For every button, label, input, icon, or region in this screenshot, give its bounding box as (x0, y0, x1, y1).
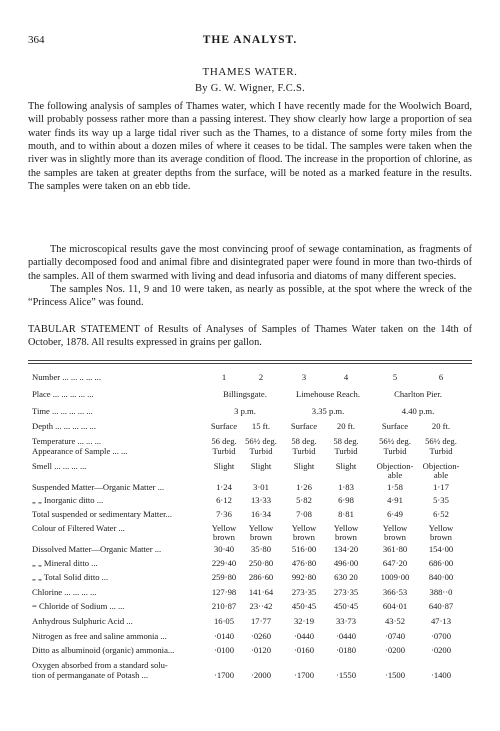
table-cell: 1·24 (216, 482, 232, 492)
table-cell-continued: able (387, 470, 403, 480)
table-cell: 647·20 (382, 558, 408, 568)
table-cell: 229·40 (211, 558, 237, 568)
table-cell-continued: able (433, 470, 449, 480)
table-cell: ·0160 (293, 645, 315, 655)
table-cell: 5·82 (296, 495, 312, 505)
table-cell: 6 (438, 372, 444, 382)
row-label: = Chloride of Sodium ... ... (32, 601, 125, 611)
table-cell: ·0740 (384, 631, 406, 641)
table-cell: 56½ deg. (425, 436, 457, 446)
table-cell: ·0180 (335, 645, 357, 655)
table-cell: 4 (343, 372, 349, 382)
table-cell: Yellow (248, 523, 274, 533)
table-cell: ·1700 (213, 670, 235, 680)
table-cell: 58 deg. (333, 436, 359, 446)
table-cell: 127·98 (211, 587, 237, 597)
table-cell: 56 deg. (211, 436, 237, 446)
time-cell: 4.40 p.m. (401, 406, 435, 416)
time-cell: 3 p.m. (234, 406, 256, 416)
table-cell: 23··42 (249, 601, 273, 611)
row-label: Colour of Filtered Water ... (32, 523, 125, 533)
table-cell: 450·45 (291, 601, 317, 611)
table-cell: 16·34 (250, 509, 272, 519)
table-cell: ·0440 (335, 631, 357, 641)
table-cell: 630 20 (334, 572, 358, 582)
table-cell: 992·80 (291, 572, 317, 582)
table-cell: 13·33 (250, 495, 272, 505)
table-cell: 450·45 (333, 601, 359, 611)
table-cell: Yellow (428, 523, 454, 533)
table-cell: 20 ft. (336, 421, 356, 431)
table-cell: 47·13 (430, 616, 452, 626)
paragraph-microscopy: The microscopical results gave the most convincing proof of sewage contamination, as fragments of partially decomposed food and animal fibre and disintegrated paper were found in more than two-thirds of the samples. All of them swarmed with living and dead infusoria and diatoms of many different species. (28, 244, 472, 282)
table-cell: ·0700 (430, 631, 452, 641)
table-cell: 6·49 (387, 509, 403, 519)
table-cell: Turbid (212, 446, 236, 456)
table-cell: 840·00 (428, 572, 454, 582)
table-cell: 286·60 (248, 572, 274, 582)
table-cell: 516·00 (291, 544, 317, 554)
table-cell-continued: brown (384, 532, 406, 542)
table-cell: 33·73 (335, 616, 357, 626)
table-cell-continued: brown (293, 532, 315, 542)
row-label: Time ... ... ... ... ... (32, 406, 93, 416)
table-cell: 30·40 (213, 544, 235, 554)
page-header (28, 34, 472, 48)
table-cell: 17·77 (250, 616, 272, 626)
article-author: By G. W. Wigner, F.C.S. (194, 83, 306, 94)
row-label: Anhydrous Sulphuric Acid ... (32, 616, 133, 626)
table-cell: 1·58 (387, 482, 403, 492)
table-cell: Objection- (376, 461, 414, 471)
table-cell: ·2000 (250, 670, 272, 680)
table-cell: 686·00 (428, 558, 454, 568)
table-cell: 3·01 (253, 482, 269, 492)
table-cell: 6·12 (216, 495, 232, 505)
table-cell: 58 deg. (291, 436, 317, 446)
table-cell: 8·81 (338, 509, 354, 519)
place-cell: Billingsgate. (223, 389, 267, 399)
article-title: THAMES WATER. (202, 66, 298, 78)
table-cell: 1009·00 (380, 572, 410, 582)
table-cell: 5·35 (433, 495, 449, 505)
table-cell: 15 ft. (251, 421, 271, 431)
table-cell: 32·19 (293, 616, 315, 626)
row-label: Smell ... ... ... ... (32, 461, 87, 471)
table-cell: 1·26 (296, 482, 312, 492)
table-cell: ·0100 (213, 645, 235, 655)
table-cell: 1·17 (433, 482, 449, 492)
table-cell: Yellow (333, 523, 359, 533)
table-cell: 5 (392, 372, 398, 382)
table-cell: 210·87 (211, 601, 237, 611)
row-label: Depth ... ... ... ... ... (32, 421, 96, 431)
row-label: Dissolved Matter—Organic Matter ... (32, 544, 162, 554)
table-cell: Slight (335, 461, 357, 471)
table-cell: 388··0 (429, 587, 453, 597)
table-cell-continued: brown (213, 532, 235, 542)
table-cell: 134·20 (333, 544, 359, 554)
table-cell: Turbid (429, 446, 453, 456)
row-label: Place ... ... ... ... ... (32, 389, 94, 399)
table-cell: ·1400 (430, 670, 452, 680)
table-cell: Turbid (334, 446, 358, 456)
table-cell: Turbid (292, 446, 316, 456)
table-cell: ·0440 (293, 631, 315, 641)
row-label: Suspended Matter—Organic Matter ... (32, 482, 165, 492)
table-cell: Turbid (383, 446, 407, 456)
page-number: 364 (28, 34, 45, 46)
table-cell: ·0200 (430, 645, 452, 655)
table-cell: ·0140 (213, 631, 235, 641)
table-cell: 56½ deg. (245, 436, 277, 446)
table-cell: 7·36 (216, 509, 232, 519)
time-cell: 3.35 p.m. (311, 406, 345, 416)
journal-name: THE ANALYST. (202, 34, 298, 46)
table-cell-continued: brown (335, 532, 357, 542)
row-label: Ditto as albuminoid (organic) ammonia... (32, 645, 175, 655)
table-cell: 4·91 (387, 495, 403, 505)
table-cell: ·1550 (335, 670, 357, 680)
table-cell: Surface (381, 421, 409, 431)
row-label: Total suspended or sedimentary Matter... (32, 509, 172, 519)
row-label: Temperature ... ... ... (32, 436, 102, 446)
table-cell: 604·01 (382, 601, 408, 611)
paragraph-samples: The samples Nos. 11, 9 and 10 were taken, as nearly as possible, at the spot where the wreck of the “Princess Alice” was found. (28, 284, 472, 309)
table-top-rule (28, 360, 472, 361)
table-cell: 259·80 (211, 572, 237, 582)
table-cell: Surface (290, 421, 318, 431)
table-cell: ·0120 (250, 645, 272, 655)
table-cell: 361·80 (382, 544, 408, 554)
table-cell: 154·00 (428, 544, 454, 554)
table-cell: Slight (213, 461, 235, 471)
place-cell: Limehouse Reach. (296, 389, 360, 399)
table-cell: 6·52 (433, 509, 449, 519)
table-cell: 43·52 (384, 616, 406, 626)
table-cell: 496·00 (333, 558, 359, 568)
row-label: Nitrogen as free and saline ammonia ... (32, 631, 167, 641)
table-cell: 476·80 (291, 558, 317, 568)
table-cell: 1 (221, 372, 227, 382)
table-cell: 6·98 (338, 495, 354, 505)
table-cell: Yellow (211, 523, 237, 533)
table-caption: TABULAR STATEMENT of Results of Analyses of Samples of Thames Water taken on the 14th of October, 1878. All results expressed in grains per gallon. (28, 324, 472, 349)
row-label-continued: tion of permanganate of Potash ... (32, 670, 148, 680)
row-label: Chlorine ... ... ... ... (32, 587, 97, 597)
row-label: Oxygen absorbed from a standard solu- (32, 660, 168, 670)
table-cell: 141·64 (248, 587, 274, 597)
paragraph-intro: The following analysis of samples of Thames water, which I have recently made for the Woolwich Board, will probably possess rather more than a passing interest. They show clearly how large a proportion of sea water finds its way up a large tidal river such as the Thames, to a distance of some forty miles from the mouth, and to within about a dozen miles of where it ceases to be tidal. The samples were taken when the river was in slightly more than its average condition of flood. The increase in the proportion of chlorine, as the samples are taken at greater depths from the surface, will be noted as a marked feature in the results. The samples were taken on an ebb tide. (28, 101, 472, 193)
table-top-rule-inner (28, 363, 472, 364)
row-label: Number ... ... .. ... ... (32, 372, 101, 382)
row-label: „ „ Total Solid ditto ... (32, 572, 109, 582)
table-cell: 366·53 (382, 587, 408, 597)
table-cell: 1·83 (338, 482, 354, 492)
table-cell-continued: brown (430, 532, 452, 542)
table-cell: 3 (301, 372, 307, 382)
table-cell: Yellow (382, 523, 408, 533)
place-cell: Charlton Pier. (394, 389, 442, 399)
row-label: Appearance of Sample ... ... (32, 446, 128, 456)
table-cell: Surface (210, 421, 238, 431)
table-cell: Objection- (422, 461, 460, 471)
table-cell: 35·80 (250, 544, 272, 554)
row-label: „ „ Inorganic ditto ... (32, 495, 104, 505)
table-cell: ·0260 (250, 631, 272, 641)
table-cell: 640·87 (428, 601, 454, 611)
row-label: „ „ Mineral ditto ... (32, 558, 98, 568)
table-cell: Yellow (291, 523, 317, 533)
table-cell: 273·35 (333, 587, 359, 597)
table-cell: ·1700 (293, 670, 315, 680)
table-cell: ·1500 (384, 670, 406, 680)
table-cell: ·0200 (384, 645, 406, 655)
table-cell: Slight (250, 461, 272, 471)
table-cell-continued: brown (250, 532, 272, 542)
table-cell: 273·35 (291, 587, 317, 597)
table-cell: 56½ deg. (379, 436, 411, 446)
table-cell: 16·05 (213, 616, 235, 626)
table-cell: 2 (258, 372, 264, 382)
table-cell: 20 ft. (431, 421, 451, 431)
table-cell: 250·80 (248, 558, 274, 568)
table-cell: Turbid (249, 446, 273, 456)
table-cell: Slight (293, 461, 315, 471)
table-cell: 7·08 (296, 509, 312, 519)
